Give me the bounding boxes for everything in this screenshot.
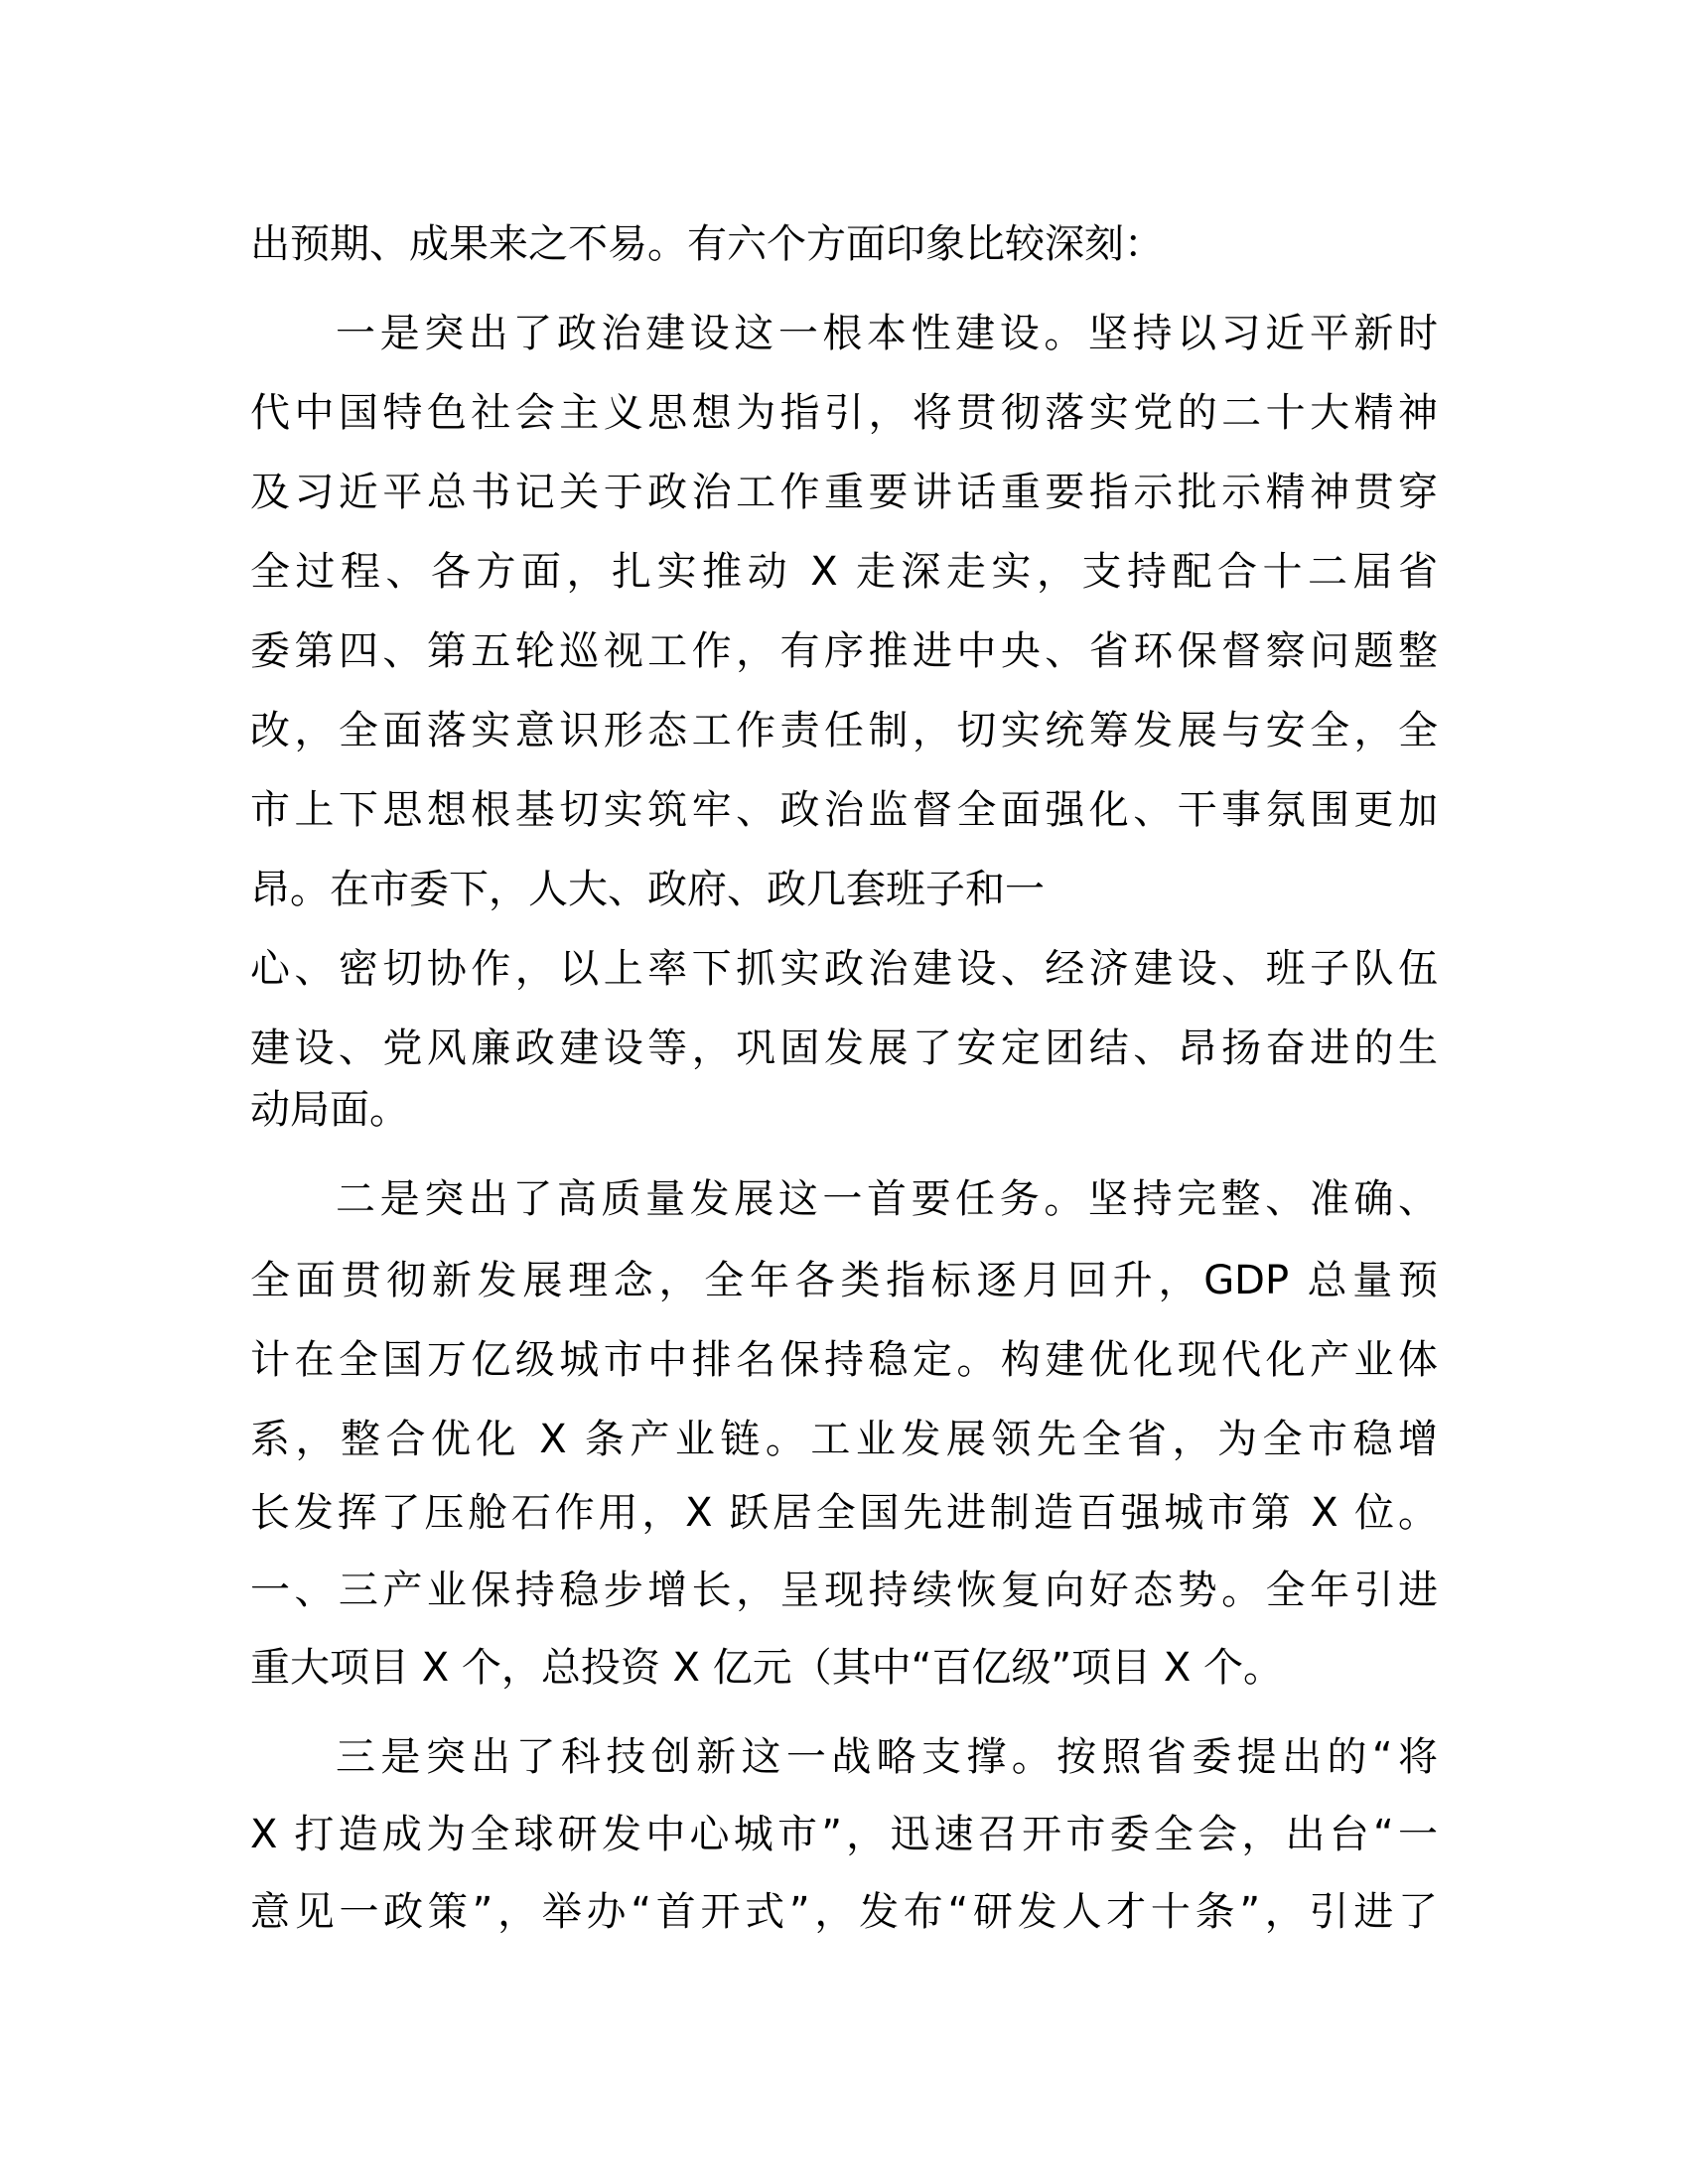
paragraph-point-3-line-2: X 打造成为全球研发中心城市”，迅速召开市委全会，出台“一	[250, 1812, 1438, 1857]
paragraph-point-2-line-5: 长发挥了压舱石作用，X 跃居全国先进制造百强城市第 X 位。	[250, 1490, 1438, 1536]
paragraph-point-1-line-10: 建设、党风廉政建设等，巩固发展了安定团结、昂扬奋进的生	[250, 1025, 1438, 1071]
paragraph-point-2-line-1: 二是突出了高质量发展这一首要任务。坚持完整、准确、	[336, 1176, 1438, 1222]
paragraph-intro-line-1: 出预期、成果来之不易。有六个方面印象比较深刻：	[250, 221, 1164, 267]
paragraph-point-1-line-2: 代中国特色社会主义思想为指引，将贯彻落实党的二十大精神	[250, 390, 1438, 436]
paragraph-point-1-line-1: 一是突出了政治建设这一根本性建设。坚持以习近平新时	[336, 311, 1438, 356]
paragraph-point-1-line-3: 及习近平总书记关于政治工作重要讲话重要指示批示精神贯穿	[250, 470, 1438, 515]
paragraph-point-3-line-3: 意见一政策”，举办“首开式”，发布“研发人才十条”，引进了	[250, 1889, 1438, 1935]
paragraph-point-1-line-9: 心、密切协作，以上率下抓实政治建设、经济建设、班子队伍	[250, 946, 1438, 992]
paragraph-point-1-line-8: 昂。在市委下，人大、政府、政几套班子和一	[250, 867, 1045, 912]
paragraph-point-2-line-3: 计在全国万亿级城市中排名保持稳定。构建优化现代化产业体	[250, 1337, 1438, 1383]
paragraph-point-1-line-6: 改，全面落实意识形态工作责任制，切实统筹发展与安全，全	[250, 708, 1438, 753]
paragraph-point-2-line-6: 一、三产业保持稳步增长，呈现持续恢复向好态势。全年引进	[250, 1568, 1438, 1613]
paragraph-point-2-line-7: 重大项目 X 个，总投资 X 亿元（其中“百亿级”项目 X 个。	[250, 1645, 1283, 1691]
paragraph-point-1-line-11: 动局面。	[250, 1087, 409, 1133]
paragraph-point-1-line-5: 委第四、第五轮巡视工作，有序推进中央、省环保督察问题整	[250, 628, 1438, 674]
paragraph-point-2-line-4: 系，整合优化 X 条产业链。工业发展领先全省，为全市稳增	[250, 1417, 1438, 1462]
paragraph-point-1-line-7: 市上下思想根基切实筑牢、政治监督全面强化、干事氛围更加	[250, 787, 1438, 833]
paragraph-point-1-line-4: 全过程、各方面，扎实推动 X 走深走实，支持配合十二届省	[250, 549, 1438, 595]
paragraph-point-3-line-1: 三是突出了科技创新这一战略支撑。按照省委提出的“将	[336, 1734, 1438, 1780]
paragraph-point-2-line-2: 全面贯彻新发展理念，全年各类指标逐月回升，GDP 总量预	[250, 1258, 1438, 1303]
